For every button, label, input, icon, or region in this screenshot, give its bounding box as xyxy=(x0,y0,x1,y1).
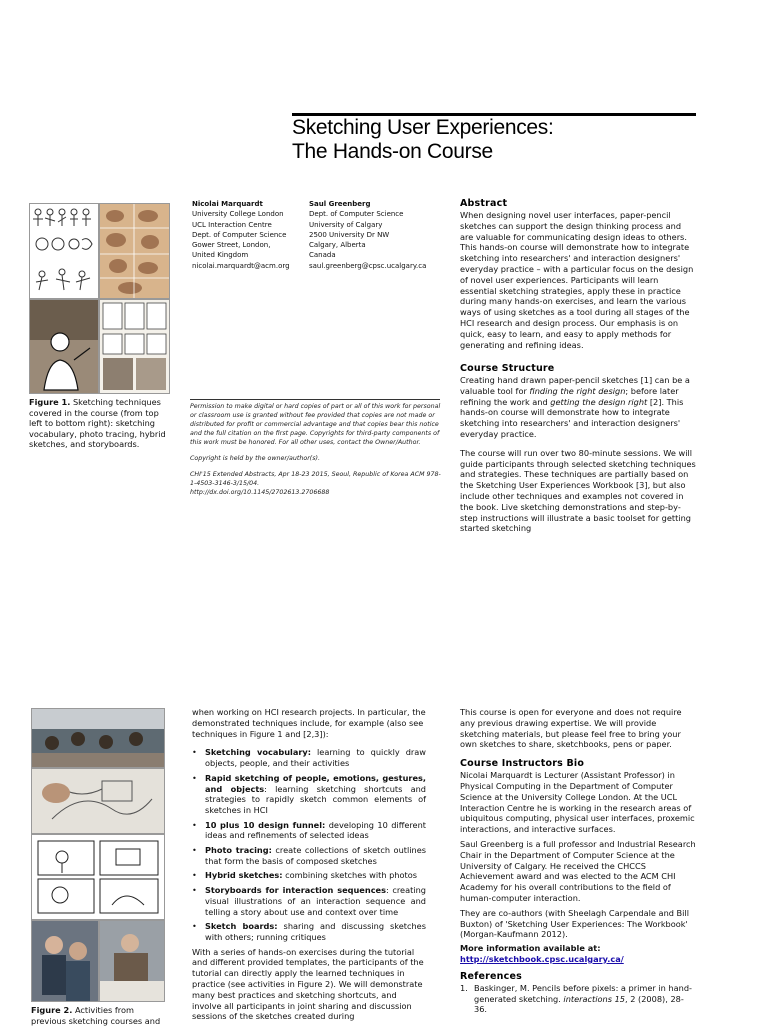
abstract-section xyxy=(460,198,696,358)
figure2-caption xyxy=(31,1005,167,1026)
author-2-line: University of Calgary xyxy=(309,220,383,229)
references-heading: References xyxy=(460,970,522,982)
copyright-text: Copyright is held by the owner/author(s). xyxy=(190,455,320,462)
figure2-photo-storyboard-sheet xyxy=(31,834,165,920)
permission-notice xyxy=(190,402,442,504)
right-bottom-column xyxy=(460,707,696,1015)
list-item: • Rapid sketching of people, emotions, gestures, and objects: learning sketching shortcuts and strategies to rapidly sketch common elements of sketches in HCI xyxy=(192,773,426,816)
course-structure-p1: Creating hand drawn paper-pencil sketches [1] can be a valuable tool for finding the right design; before later refining the work and getting the design right [2]. This hands-on course will demonstrate how to integrate sketching into researchers' and interaction designers' everyday practice. xyxy=(460,375,690,439)
figure2-label: Figure 2. xyxy=(31,1005,73,1015)
open-course-text: This course is open for everyone and does not require any previous drawing expertise. We will provide sketching materials, but please feel free to bring your own sketches to share, sketchbooks, pens or paper. xyxy=(460,707,682,750)
figure1-label: Figure 1. xyxy=(29,397,71,407)
paper-title xyxy=(292,116,712,164)
figure2-photo-participants-2 xyxy=(99,920,165,1002)
figure2-text: Activities from previous sketching courses and xyxy=(31,1005,161,1026)
list-item: • Sketching vocabulary: learning to quickly draw objects, people, and their activities xyxy=(192,747,426,768)
website-link[interactable]: http://sketchbook.cpsc.ucalgary.ca/ xyxy=(460,953,624,964)
techniques-list xyxy=(192,747,426,942)
bio-greenberg: Saul Greenberg is a full professor and Industrial Research Chair in the Department of Computer Science at the University of Calgary. He received the CHCCS Achievement award and was elected to the ACM CHI Academy for his overall contributions to the field of human-computer interaction. xyxy=(460,838,696,903)
author-1-line: United Kingdom xyxy=(192,251,249,260)
techniques-outro: With a series of hands-on exercises during the tutorial and different provided templates, the participants of the tutorial can directly apply the learned techniques in practice (see activities in Figure 2). We will demonstrate many best practices and sketching shortcuts, and involve all participants in joint sharing and discussion sessions of the sketches created during xyxy=(192,946,424,1022)
author-1-line: UCL Interaction Centre xyxy=(192,220,272,229)
bio-coauthors: They are co-authors (with Sheelagh Carpendale and Bill Buxton) of 'Sketching User Experiences: The Workbook' (Morgan-Kaufmann 2012). xyxy=(460,907,689,940)
doi-text: http://dx.doi.org/10.1145/2702613.2706688 xyxy=(190,489,330,496)
bio-heading: Course Instructors Bio xyxy=(460,758,585,770)
figure2-photo-classroom xyxy=(31,708,165,768)
figure1-storyboard-image xyxy=(99,299,170,394)
author-1-line: Gower Street, London, xyxy=(192,241,271,250)
figure1-sketch-vocabulary-image xyxy=(29,203,99,299)
author-1-line: University College London xyxy=(192,210,284,219)
list-item: • 10 plus 10 design funnel: developing 10 different ideas and refinements of selected ideas xyxy=(192,820,426,841)
author-2-name: Saul Greenberg xyxy=(309,200,371,208)
list-item: • Sketch boards: sharing and discussing sketches with others; running critiques xyxy=(192,921,426,942)
permission-rule xyxy=(190,399,440,400)
conference-text: CHI'15 Extended Abstracts, Apr 18-23 2015, Seoul, Republic of Korea ACM 978-1-4503-3146-3/15/04. xyxy=(190,471,441,487)
author-block-1 xyxy=(192,199,290,271)
course-structure-heading: Course Structure xyxy=(460,363,555,374)
course-structure-section xyxy=(460,363,696,542)
more-info-link-row xyxy=(460,954,696,965)
reference-number: 1. xyxy=(460,982,468,993)
figure1-caption xyxy=(29,397,174,450)
author-2-line: Canada xyxy=(309,251,336,260)
author-1-line: Dept. of Computer Science xyxy=(192,230,287,239)
figure2-photo-participants-1 xyxy=(31,920,99,1002)
techniques-column xyxy=(192,707,426,1030)
techniques-intro: when working on HCI research projects. In particular, the demonstrated techniques include, for example (also see techniques in Figure 1 and [2,3]): xyxy=(192,707,426,739)
author-block-2 xyxy=(309,199,426,271)
author-2-email: saul.greenberg@cpsc.ucalgary.ca xyxy=(309,261,427,270)
permission-text: Permission to make digital or hard copies of part or all of this work for personal or classroom use is granted without fee provided that copies are not made or distributed for profit or commercial advantage and that copies bear this notice and the full citation on the first page. Copyrights for third-party components of this work must be honored. For all other uses, contact the Owner/Author. xyxy=(190,403,441,446)
title-line-2: The Hands-on Course xyxy=(292,140,493,163)
list-item: • Hybrid sketches: combining sketches with photos xyxy=(192,870,426,881)
author-1-email: nicolai.marquardt@acm.org xyxy=(192,261,290,270)
abstract-heading: Abstract xyxy=(460,198,508,209)
bio-marquardt: Nicolai Marquardt is Lecturer (Assistant Professor) in Physical Computing in the Department of Computer Science at the University College London. At the UCL Interaction Centre he is working in the research areas of ubiquitous computing, physical user interfaces, proxemic interactions, and interactive surfaces. xyxy=(460,770,695,835)
list-item: • Storyboards for interaction sequences: creating visual illustrations of an interaction sequence and telling a story about use and context over time xyxy=(192,885,426,917)
reference-item: 1. Baskinger, M. Pencils before pixels: a primer in hand-generated sketching. interactions 15, 2 (2008), 28-36. xyxy=(460,982,692,1015)
more-info-label: More information available at: xyxy=(460,943,601,954)
author-2-line: 2500 University Dr NW xyxy=(309,230,390,239)
author-2-line: Dept. of Computer Science xyxy=(309,210,404,219)
figure1-hybrid-sketch-image xyxy=(29,299,99,394)
author-2-line: Calgary, Alberta xyxy=(309,241,366,250)
author-1-name: Nicolai Marquardt xyxy=(192,200,263,208)
course-structure-p2: The course will run over two 80-minute sessions. We will guide participants through selected sketching techniques and strategies. These techniques are partially based on the Sketching User Experiences Workbook [3], but also include other techniques and examples not covered in the book. Live sketching demonstrations and step-by-step instructions will illustrate a basic toolset for getting started sketching xyxy=(460,447,696,534)
figure1-text: Sketching techniques covered in the course (from top left to bottom right): sketching vocabulary, photo tracing, hybrid sketches, and storyboards. xyxy=(29,397,166,449)
abstract-text: When designing novel user interfaces, paper-pencil sketches can support the design thinking process and are valuable for communicating design ideas to others. This hands-on course will demonstrate how to integrate sketching into researchers' and interaction designers' everyday practice – with a particular focus on the design of novel user experiences. Participants will learn essential sketching strategies, apply these in practice during many hands-on exercises, and learn the various ways of using sketches as a tool during all stages of the HCI research and design process. Our emphasis is on quick, easy to learn, and easy to apply methods for generating and refining ideas. xyxy=(460,210,694,350)
title-line-1: Sketching User Experiences: xyxy=(292,116,554,139)
list-item: • Photo tracing: create collections of sketch outlines that form the basis of composed sketches xyxy=(192,845,426,866)
figure2-photo-sketching xyxy=(31,768,165,834)
figure1-photo-tracing-image xyxy=(99,203,170,299)
